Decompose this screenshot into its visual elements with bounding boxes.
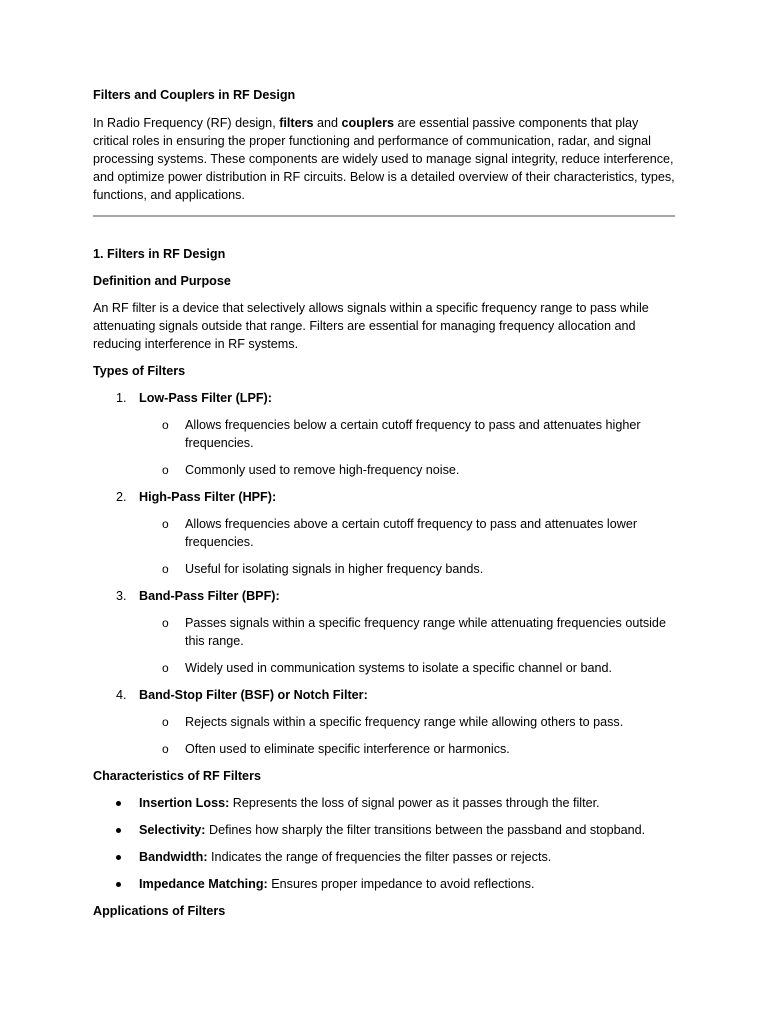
filter-type-points [139,515,675,578]
document-body [93,86,675,920]
list-number: 1. [116,391,127,405]
filter-type-name: Low-Pass Filter (LPF): [139,391,272,405]
list-item: Insertion Loss: Represents the loss of signal power as it passes through the filter. [93,794,675,812]
filter-type-points [139,614,675,677]
definition-paragraph: An RF filter is a device that selectively allows signals within a specific frequency range to pass while attenuating signals outside that range. Filters are essential for managing frequency allocation and reducing interference in RF systems. [93,301,649,351]
circle-bullet-icon: o [162,661,169,675]
types-heading: Types of Filters [93,364,186,378]
filter-type-item [93,389,675,479]
filter-type-points [139,713,675,758]
bullet-dot-icon [116,882,121,887]
list-item: o Allows frequencies above a certain cutoff frequency to pass and attenuates lower frequencies. [162,517,638,549]
intro-paragraph: In Radio Frequency (RF) design, filters and couplers are essential passive components that play critical roles in ensuring the proper functioning and performance of communication, radar, and signal processing systems. These components are widely used to manage signal integrity, reduce interference, and optimize power distribution in RF circuits. Below is a detailed overview of their characteristics, types, functions, and applications. [93,116,675,202]
circle-bullet-icon: o [162,418,169,432]
circle-bullet-icon: o [162,517,169,531]
circle-bullet-icon: o [162,715,169,729]
list-item: o Allows frequencies below a certain cutoff frequency to pass and attenuates higher frequencies. [162,418,641,450]
filter-types-list [93,389,675,758]
circle-bullet-icon: o [162,463,169,477]
intro-bold-couplers: couplers [341,116,395,130]
document-title: Filters and Couplers in RF Design [93,88,296,102]
filter-type-item [93,587,675,677]
list-item: Bandwidth: Indicates the range of frequencies the filter passes or rejects. [93,848,675,866]
filter-type-item [93,686,675,758]
circle-bullet-icon: o [162,562,169,576]
list-item: o Useful for isolating signals in higher frequency bands. [162,562,484,576]
horizontal-rule [93,215,675,217]
section-heading: 1. Filters in RF Design [93,247,226,261]
bullet-dot-icon [116,801,121,806]
list-item: o Rejects signals within a specific frequency range while allowing others to pass. [162,715,624,729]
bullet-dot-icon [116,855,121,860]
filter-type-item [93,488,675,578]
bullet-dot-icon [116,828,121,833]
filter-type-name: Band-Stop Filter (BSF) or Notch Filter: [139,688,368,702]
filter-type-name: High-Pass Filter (HPF): [139,490,277,504]
list-number: 2. [116,490,127,504]
circle-bullet-icon: o [162,616,169,630]
definition-heading: Definition and Purpose [93,274,231,288]
list-item: o Widely used in communication systems to isolate a specific channel or band. [162,661,612,675]
list-item: Selectivity: Defines how sharply the filter transitions between the passband and stopband. [93,821,675,839]
list-number: 3. [116,589,127,603]
circle-bullet-icon: o [162,742,169,756]
filter-type-points [139,416,675,479]
list-item: o Passes signals within a specific frequency range while attenuating frequencies outside this range. [162,616,666,648]
filter-type-name: Band-Pass Filter (BPF): [139,589,280,603]
applications-heading: Applications of Filters [93,904,226,918]
list-item: o Commonly used to remove high-frequency noise. [162,463,460,477]
characteristics-list [93,794,675,893]
list-item: o Often used to eliminate specific interference or harmonics. [162,742,510,756]
list-number: 4. [116,688,127,702]
characteristics-heading: Characteristics of RF Filters [93,769,261,783]
list-item: Impedance Matching: Ensures proper impedance to avoid reflections. [93,875,675,893]
intro-bold-filters: filters [279,116,314,130]
